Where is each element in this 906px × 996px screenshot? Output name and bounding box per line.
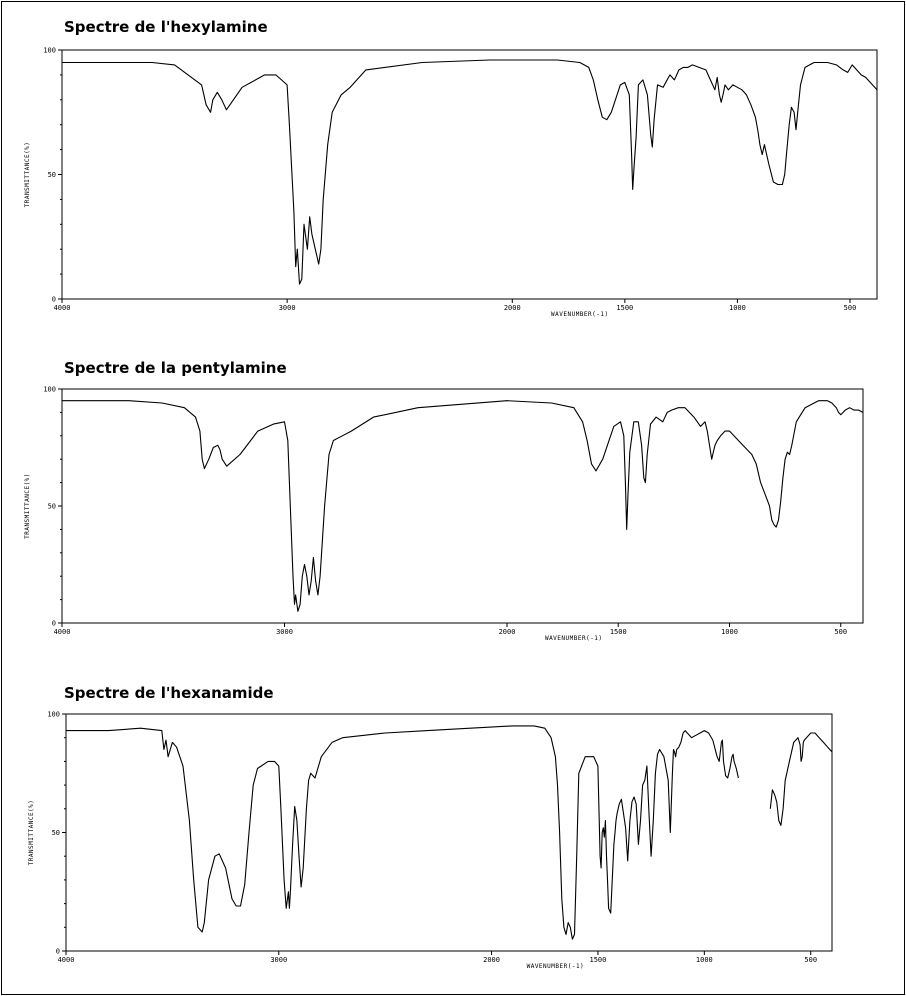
x-tick-label: 4000 — [53, 628, 71, 636]
x-tick-label: 1500 — [616, 304, 634, 312]
spectrum-line — [66, 726, 832, 939]
x-tick-label: 500 — [804, 956, 818, 964]
x-axis-label: WAVENUMBER(-1) — [551, 311, 609, 318]
x-tick-label: 2000 — [503, 304, 521, 312]
chart-title-3: Spectre de l'hexanamide — [64, 684, 274, 702]
x-tick-label: 4000 — [57, 956, 75, 964]
y-axis-label: TRANSMITTANCE(%) — [24, 141, 31, 208]
x-tick-label: 2000 — [498, 628, 516, 636]
x-tick-label: 3000 — [276, 628, 293, 636]
chart-title-2: Spectre de la pentylamine — [64, 359, 287, 377]
y-tick-label: 0 — [51, 295, 56, 304]
x-tick-label: 3000 — [270, 956, 288, 964]
x-tick-label: 2000 — [483, 956, 500, 964]
x-tick-label: 4000 — [53, 304, 71, 312]
y-axis-label: TRANSMITTANCE(%) — [24, 473, 31, 539]
x-tick-label: 1000 — [721, 628, 738, 636]
y-tick-label: 100 — [43, 46, 56, 55]
x-tick-label: 500 — [843, 304, 857, 312]
x-tick-label: 1500 — [589, 956, 607, 964]
y-tick-label: 0 — [51, 619, 56, 628]
x-axis-label: WAVENUMBER(-1) — [544, 635, 603, 642]
x-tick-label: 500 — [834, 628, 848, 636]
x-tick-label: 1000 — [728, 304, 746, 312]
y-tick-label: 100 — [47, 710, 60, 719]
x-tick-label: 3000 — [278, 304, 296, 312]
x-tick-label: 1000 — [695, 956, 713, 964]
y-tick-label: 100 — [43, 385, 56, 394]
y-tick-label: 0 — [55, 947, 60, 956]
x-tick-label: 1500 — [609, 628, 627, 636]
chart-title-1: Spectre de l'hexylamine — [64, 18, 268, 36]
plot-frame — [66, 714, 832, 951]
y-axis-label: TRANSMITTANCE(%) — [28, 799, 35, 866]
y-tick-label: 50 — [51, 829, 60, 837]
y-tick-label: 50 — [47, 502, 56, 511]
y-tick-label: 50 — [47, 171, 56, 179]
x-axis-label: WAVENUMBER(-1) — [526, 963, 585, 970]
